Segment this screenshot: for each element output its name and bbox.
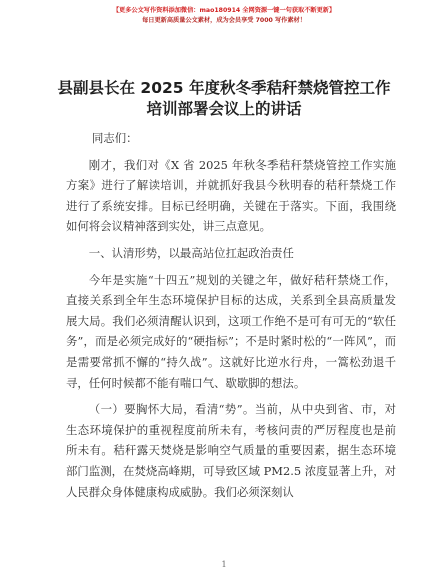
promo-banner [0, 6, 448, 26]
title-line-1: 县副县长在 2025 年度秋冬季秸秆禁烧管控工作 [57, 79, 391, 97]
banner-line-2: 每日更新高质量公文素材，成为会员享受 7000 写作素材！ [142, 17, 306, 24]
paragraph-intro: 刚才，我们对《X 省 2025 年秋冬季秸秆禁烧管控工作实施方案》进行了解读培训，并就抓好我县今秋明春的秸秆禁烧工作进行了系统安排。目标已经明确，关键在于落实。下面，我围绕如何将会议精神落到实处，讲三点意见。 [66, 157, 396, 234]
title-line-2: 培训部署会议上的讲话 [146, 100, 302, 118]
page-number: 1 [221, 560, 227, 569]
document-body [66, 128, 396, 502]
paragraph-subpoint-1: （一）要胸怀大局，看清“势”。当前，从中央到省、市，对生态环境保护的重视程度前所未有，考核问责的严厉程度也是前所未有。秸秆露天焚烧是影响空气质量的重要因素，据生态环境部门监测，在焚烧高峰期，可导致区域 PM2.5 浓度显著上升，对人民群众身体健康构成威胁。我们必须深刻认 [66, 402, 396, 499]
document-title [40, 78, 408, 120]
paragraph-situation: 今年是实施“十四五”规划的关键之年，做好秸秆禁烧工作，直接关系到全年生态环境保护目标的达成，关系到全县高质量发展大局。我们必须清醒认识到，这项工作绝不是可有可无的“软任务”，而是必须完成好的“硬指标”；不是时紧时松的“一阵风”，而是需要常抓不懈的“持久战”。这就好比逆水行舟，一篙松劲退千寻，任何时候都不能有喘口气、歇歇脚的想法。 [66, 272, 396, 390]
section-heading-1: 一、认清形势，以最高站位扛起政治责任 [88, 245, 294, 260]
salutation: 同志们： [92, 131, 138, 145]
banner-line-1: 【更多公文写作资料添加微信：mao180914 全网资源一键一句获取不断更新】 [112, 7, 336, 14]
